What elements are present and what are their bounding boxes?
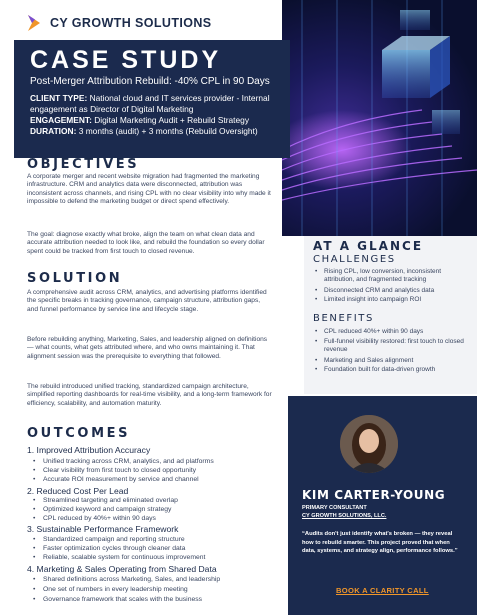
objectives-paragraph-1: A corporate merger and recent website migration had fragmented the marketing infrastructure. CRM and analytics data were disconnected, attribution was inconsistent across channels, and rising CPL with no clear visibility into why made it impossible to defend the marketing budget or direct spend effectively. bbox=[27, 173, 271, 205]
benefits-heading: BENEFITS bbox=[313, 313, 374, 324]
outcome-bullet: • Accurate ROI measurement by service and channel bbox=[43, 476, 199, 484]
outcome-bullet: • Governance framework that scales with the business bbox=[43, 596, 202, 604]
outcome-bullet: • Shared definitions across Marketing, Sales, and leadership bbox=[43, 576, 220, 584]
outcome-bullet: • Reliable, scalable system for continuous improvement bbox=[43, 554, 205, 562]
benefit-item: • Marketing and Sales alignment bbox=[324, 357, 464, 365]
outcome-title: 2. Reduced Cost Per Lead bbox=[27, 486, 129, 496]
benefit-item: • Foundation built for data-driven growth bbox=[324, 366, 464, 374]
consultant-name: KIM CARTER-YOUNG bbox=[302, 488, 446, 502]
challenge-item: • Rising CPL, low conversion, inconsistent attribution, and fragmented tracking bbox=[324, 268, 464, 284]
brand-logo bbox=[26, 14, 212, 32]
solution-paragraph-2: Before rebuilding anything, Marketing, Sales, and leadership aligned on definitions — what counts, what gets attributed where, and who owns maintaining it. That alignment session was the prerequisite to everything that followed. bbox=[27, 336, 268, 360]
title-block bbox=[14, 40, 290, 158]
benefit-item: • Full-funnel visibility restored: first touch to closed revenue bbox=[324, 338, 464, 354]
challenges-heading: CHALLENGES bbox=[313, 254, 396, 265]
outcome-bullet: • Clear visibility from first touch to closed opportunity bbox=[43, 467, 196, 475]
solution-heading: SOLUTION bbox=[27, 271, 123, 286]
outcome-bullet: • Faster optimization cycles through cleaner data bbox=[43, 545, 185, 553]
engagement bbox=[30, 115, 276, 126]
outcome-title: 4. Marketing & Sales Operating from Shared Data bbox=[27, 564, 217, 574]
hero-image bbox=[282, 0, 477, 236]
client-type-label: CLIENT TYPE: bbox=[30, 92, 88, 103]
at-a-glance-heading: AT A GLANCE bbox=[313, 239, 424, 253]
engagement-value: Digital Marketing Audit + Rebuild Strategy bbox=[94, 114, 250, 125]
challenge-item: • Disconnected CRM and analytics data bbox=[324, 287, 464, 295]
challenge-item: • Limited insight into campaign ROI bbox=[324, 296, 464, 304]
client-type bbox=[30, 93, 276, 115]
outcome-bullet: • Streamlined targeting and eliminated overlap bbox=[43, 497, 178, 505]
benefit-item: • CPL reduced 40%+ within 90 days bbox=[324, 328, 464, 336]
book-clarity-call-link[interactable]: BOOK A CLARITY CALL bbox=[336, 586, 429, 595]
outcome-bullet: • CPL reduced by 40%+ within 90 days bbox=[43, 515, 156, 523]
objectives-paragraph-2: The goal: diagnose exactly what broke, align the team on what clean data and accurate attribution needed to look like, and rebuild the foundation so every dollar spent could be tracked from first touch to closed revenue. bbox=[27, 231, 265, 255]
objectives-heading: OBJECTIVES bbox=[27, 157, 140, 172]
duration bbox=[30, 126, 276, 137]
avatar bbox=[340, 415, 398, 473]
consultant-company: CY GROWTH SOLUTIONS, LLC. bbox=[302, 513, 387, 519]
consultant-quote: “Audits don't just identify what's broken — they reveal how to rebuild smarter. This project proved that when data, systems, and strategy align, performance follows.” bbox=[302, 531, 458, 555]
duration-label: DURATION: bbox=[30, 125, 77, 136]
brand-name: CY GROWTH SOLUTIONS bbox=[50, 16, 212, 30]
outcome-bullet: • One set of numbers in every leadership meeting bbox=[43, 586, 188, 594]
outcome-bullet: • Unified tracking across CRM, analytics, and ad platforms bbox=[43, 458, 214, 466]
outcome-title: 1. Improved Attribution Accuracy bbox=[27, 445, 151, 455]
outcomes-heading: OUTCOMES bbox=[27, 426, 131, 441]
outcome-bullet: • Standardized campaign and reporting structure bbox=[43, 536, 185, 544]
solution-paragraph-1: A comprehensive audit across CRM, analytics, and advertising platforms identified the specific breaks in tracking governance, campaign structure, attribution gaps, and funnel performance by service line and lifecycle stage. bbox=[27, 289, 267, 313]
brand-mark-icon bbox=[26, 14, 42, 32]
client-type-value: National cloud and IT services provider - Internal engagement as Director of Digital Marketing bbox=[30, 92, 270, 114]
consultant-role: PRIMARY CONSULTANT bbox=[302, 505, 367, 511]
page-subtitle: Post-Merger Attribution Rebuild: -40% CPL in 90 Days bbox=[30, 76, 270, 87]
outcome-bullet: • Optimized keyword and campaign strategy bbox=[43, 506, 171, 514]
page-title: CASE STUDY bbox=[30, 46, 222, 74]
engagement-label: ENGAGEMENT: bbox=[30, 114, 92, 125]
solution-paragraph-3: The rebuild introduced unified tracking, standardized campaign architecture, simplified reporting dashboards for real-time visibility, and a long-term framework for efficiency, scalability, and automation maturity. bbox=[27, 383, 272, 407]
outcome-title: 3. Sustainable Performance Framework bbox=[27, 524, 179, 534]
duration-value: 3 months (audit) + 3 months (Rebuild Oversight) bbox=[78, 125, 258, 136]
